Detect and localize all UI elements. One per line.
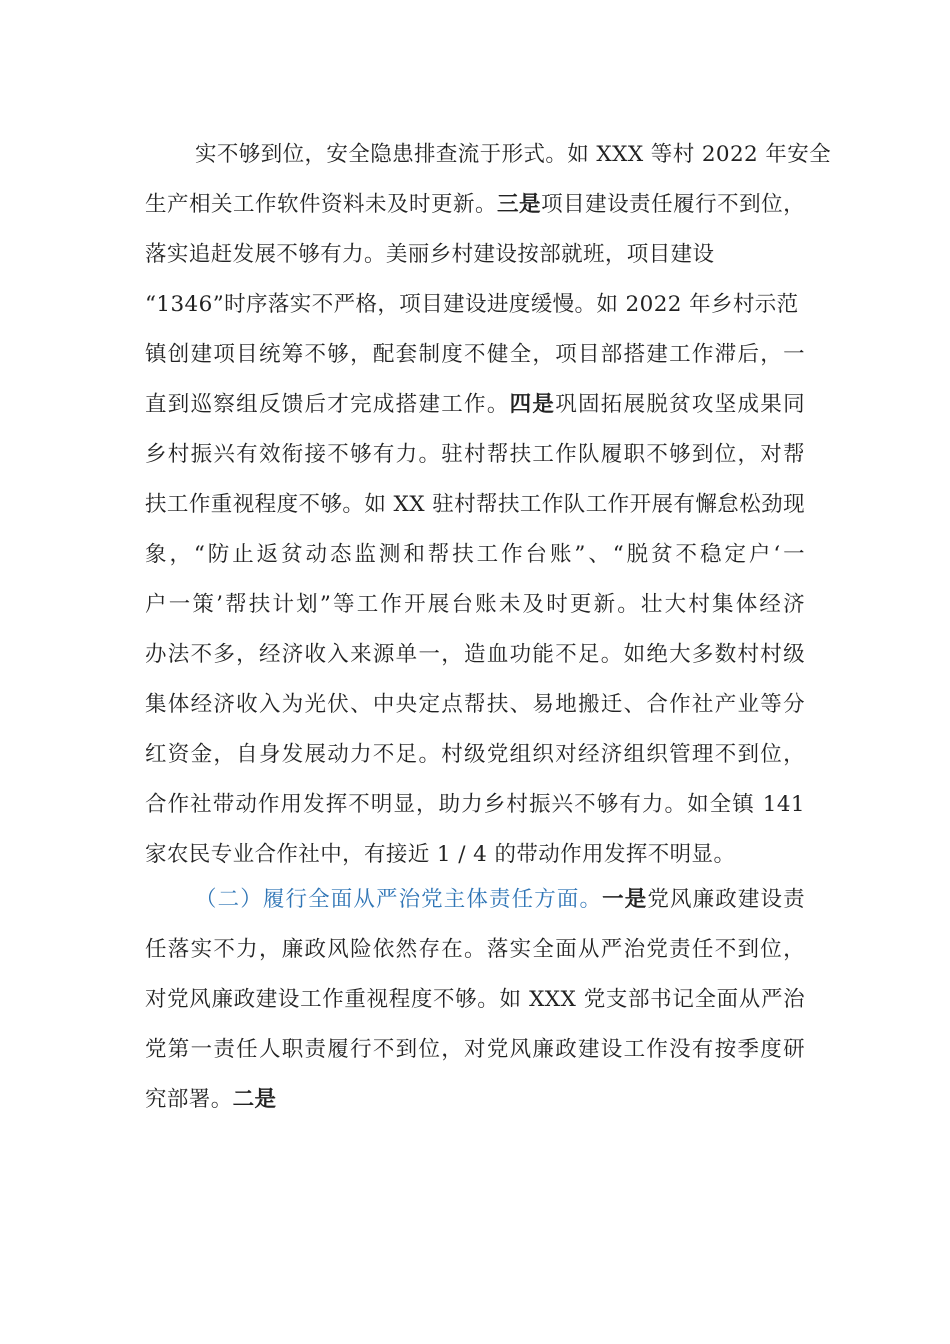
body-line bbox=[145, 780, 805, 830]
bold-marker: 三是 bbox=[497, 192, 542, 217]
body-line bbox=[145, 1075, 276, 1125]
text-run: 落实追赶发展不够有力。美丽乡村建设按部就班，项目建设 bbox=[145, 242, 715, 267]
body-line bbox=[145, 430, 805, 480]
text-run: 户一策’帮扶计划”等工作开展台账未及时更新。壮大村集体经济 bbox=[145, 592, 805, 617]
text-run: 党风廉政建设责 bbox=[647, 887, 806, 912]
text-run: 生产相关工作软件资料未及时更新。 bbox=[145, 192, 498, 217]
body-line bbox=[145, 580, 805, 630]
body-line bbox=[145, 1025, 805, 1075]
text-run: 直到巡察组反馈后才完成搭建工作。 bbox=[145, 392, 510, 417]
body-line bbox=[195, 130, 832, 180]
text-run: 任落实不力，廉政风险依然存在。落实全面从严治党责任不到位， bbox=[145, 937, 805, 962]
text-run: “1346”时序落实不严格，项目建设进度缓慢。如 2022 年乡村示范 bbox=[145, 292, 799, 317]
body-line bbox=[145, 730, 805, 780]
text-run: 党第一责任人职责履行不到位，对党风廉政建设工作没有按季度研 bbox=[145, 1037, 805, 1062]
body-line bbox=[145, 680, 805, 730]
text-run: 家农民专业合作社中，有接近 1 / 4 的带动作用发挥不明显。 bbox=[145, 842, 736, 867]
body-line bbox=[145, 925, 805, 975]
body-line bbox=[145, 280, 799, 330]
section-heading: （二）履行全面从严治党主体责任方面。 bbox=[195, 887, 603, 912]
text-run: 红资金，自身发展动力不足。村级党组织对经济组织管理不到位， bbox=[145, 742, 805, 767]
body-line bbox=[145, 975, 805, 1025]
text-run: 扶工作重视程度不够。如 XX 驻村帮扶工作队工作开展有懈怠松劲现 bbox=[145, 492, 805, 517]
body-line bbox=[145, 480, 805, 530]
body-line bbox=[145, 180, 805, 230]
body-line bbox=[145, 380, 805, 430]
text-run: 乡村振兴有效衔接不够有力。驻村帮扶工作队履职不够到位，对帮 bbox=[145, 442, 805, 467]
body-line bbox=[145, 630, 805, 680]
text-run: 对党风廉政建设工作重视程度不够。如 XXX 党支部书记全面从严治 bbox=[145, 987, 805, 1012]
body-line bbox=[145, 230, 714, 280]
text-run: 巩固拓展脱贫攻坚成果同 bbox=[555, 392, 805, 417]
text-run: 合作社带动作用发挥不明显，助力乡村振兴不够有力。如全镇 141 bbox=[145, 792, 805, 817]
body-line bbox=[145, 330, 805, 380]
text-run: 究部署。 bbox=[145, 1087, 233, 1112]
body-line bbox=[145, 830, 735, 880]
text-run: 实不够到位，安全隐患排查流于形式。如 XXX 等村 2022 年安全 bbox=[195, 142, 832, 167]
bold-marker: 二是 bbox=[232, 1087, 277, 1112]
bold-marker: 四是 bbox=[509, 392, 556, 417]
text-run: 镇创建项目统筹不够，配套制度不健全，项目部搭建工作滞后，一 bbox=[145, 342, 805, 367]
body-line bbox=[145, 530, 805, 580]
text-run: 项目建设责任履行不到位， bbox=[541, 192, 805, 217]
section-heading-line bbox=[195, 875, 805, 925]
text-run: 办法不多，经济收入来源单一，造血功能不足。如绝大多数村村级 bbox=[145, 642, 805, 667]
text-run: 象，“防止返贫动态监测和帮扶工作台账”、“脱贫不稳定户‘一 bbox=[145, 542, 805, 567]
text-run: 集体经济收入为光伏、中央定点帮扶、易地搬迁、合作社产业等分 bbox=[145, 692, 805, 717]
bold-marker: 一是 bbox=[602, 887, 648, 912]
